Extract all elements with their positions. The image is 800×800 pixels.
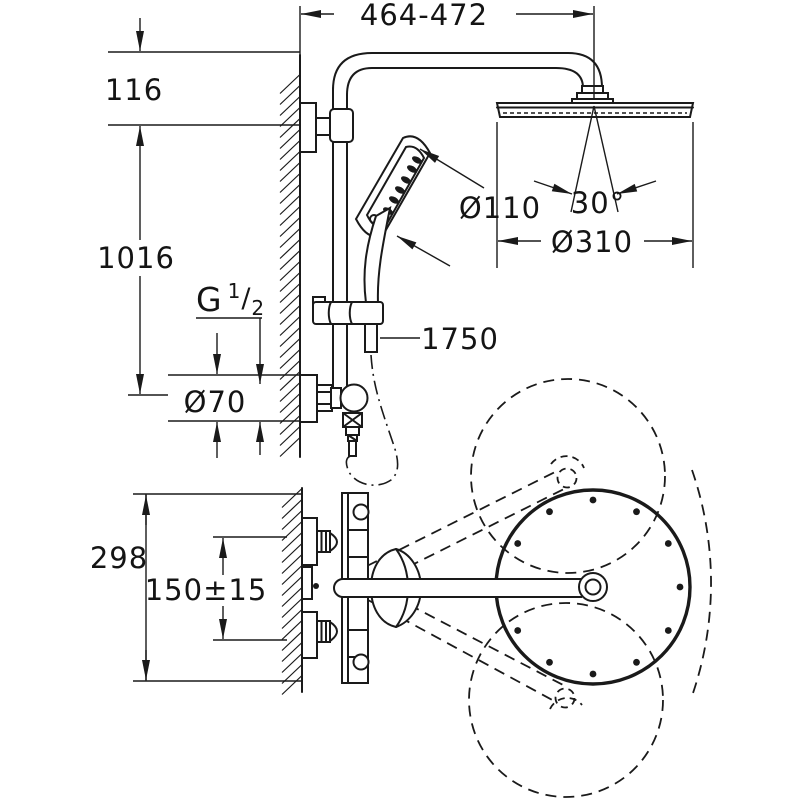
dim-label-riser-height: 1016 bbox=[97, 241, 175, 275]
thread-slash: / bbox=[241, 283, 252, 314]
shower-arm-tube bbox=[334, 579, 582, 597]
knob-bottom bbox=[354, 655, 369, 670]
dim-label-escutcheon: Ø70 bbox=[183, 385, 247, 419]
wall-section-top bbox=[282, 488, 302, 695]
swivel-position-up-circle bbox=[471, 379, 665, 573]
thread-prefix: G bbox=[196, 280, 223, 319]
arm-pivot-dot bbox=[313, 583, 319, 589]
head-ball-joint bbox=[572, 86, 613, 104]
side-view bbox=[300, 53, 693, 485]
slider-holder bbox=[313, 297, 383, 324]
knob-top bbox=[354, 505, 369, 520]
valve-escutcheon bbox=[300, 375, 317, 422]
thread-denominator: 2 bbox=[251, 296, 266, 320]
dim-label-inlet-spacing: 150±15 bbox=[144, 573, 268, 607]
thermostat-valve-side bbox=[300, 375, 368, 456]
dim-label-swivel-angle: 30° bbox=[570, 186, 626, 220]
swivel-sweep-arc bbox=[692, 470, 711, 696]
dim-label-top-width: 464-472 bbox=[359, 0, 489, 32]
dim-label-hand-shower: Ø110 bbox=[458, 191, 542, 225]
dim-label-hose-length: 1750 bbox=[421, 322, 499, 356]
top-view bbox=[302, 379, 711, 797]
hose-stub bbox=[365, 324, 377, 352]
thread-numerator: 1 bbox=[227, 279, 242, 303]
dim-label-thread bbox=[196, 279, 265, 320]
inlet-connection-top bbox=[302, 518, 337, 565]
dim-label-head-diameter: Ø310 bbox=[550, 225, 634, 259]
wall-hatching-top bbox=[282, 489, 302, 695]
dim-label-trim-height: 298 bbox=[89, 541, 149, 575]
valve-outlet bbox=[343, 413, 362, 456]
wall-hatching-side bbox=[280, 75, 300, 457]
dim-label-top-offset: 116 bbox=[104, 73, 164, 107]
arm-hub-outer bbox=[579, 573, 607, 601]
valve-knob bbox=[341, 385, 368, 412]
swivel-position-down-circle bbox=[469, 603, 663, 797]
inlet-connection-bottom bbox=[302, 612, 337, 658]
wall-bracket bbox=[300, 103, 353, 152]
hand-shower bbox=[356, 136, 430, 303]
wall-section-side bbox=[280, 6, 300, 457]
dim-top-offset bbox=[108, 18, 300, 125]
